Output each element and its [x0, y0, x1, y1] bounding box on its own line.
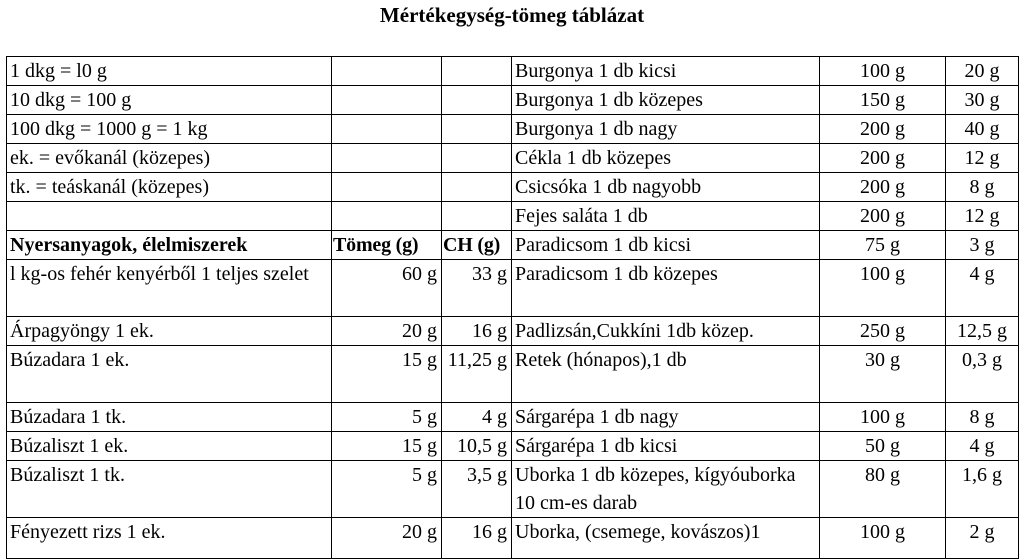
weight-cell: 200 g: [820, 173, 946, 202]
carb-cell: 12,5 g: [946, 317, 1019, 346]
carb-cell: 1,6 g: [946, 461, 1019, 518]
table-row: [7, 57, 1019, 86]
carb-cell: [442, 202, 512, 231]
weight-cell: 75 g: [820, 231, 946, 260]
weight-cell: 60 g: [332, 260, 442, 317]
carb-cell: 10,5 g: [442, 432, 512, 461]
measurement-table: [6, 56, 1019, 559]
item-cell: [7, 202, 332, 231]
item-cell: Árpagyöngy 1 ek.: [7, 317, 332, 346]
carb-cell: 20 g: [946, 57, 1019, 86]
weight-cell: [332, 173, 442, 202]
table-row: [7, 86, 1019, 115]
table-row: [7, 403, 1019, 432]
weight-cell: 200 g: [820, 202, 946, 231]
weight-cell: 200 g: [820, 115, 946, 144]
column-header: Nyersanyagok, élelmiszerek: [7, 231, 332, 260]
item-cell: Sárgarépa 1 db nagy: [512, 403, 820, 432]
item-cell: Csicsóka 1 db nagyobb: [512, 173, 820, 202]
item-cell: Burgonya 1 db közepes: [512, 86, 820, 115]
carb-cell: 12 g: [946, 202, 1019, 231]
item-cell: Paradicsom 1 db kicsi: [512, 231, 820, 260]
weight-cell: [332, 202, 442, 231]
item-cell: Padlizsán,Cukkíni 1db közep.: [512, 317, 820, 346]
weight-cell: 5 g: [332, 403, 442, 432]
weight-cell: [332, 57, 442, 86]
item-cell: Fényezett rizs 1 ek.: [7, 518, 332, 559]
weight-cell: 100 g: [820, 518, 946, 559]
item-cell: 1 dkg = l0 g: [7, 57, 332, 86]
item-cell: Búzadara 1 tk.: [7, 403, 332, 432]
item-cell: Uborka, (csemege, kovászos)1: [512, 518, 820, 559]
table-row: [7, 518, 1019, 559]
item-cell: Cékla 1 db közepes: [512, 144, 820, 173]
carb-cell: [442, 86, 512, 115]
carb-cell: 30 g: [946, 86, 1019, 115]
weight-cell: 100 g: [820, 57, 946, 86]
weight-cell: [332, 144, 442, 173]
item-cell: Sárgarépa 1 db kicsi: [512, 432, 820, 461]
weight-cell: 100 g: [820, 260, 946, 317]
carb-cell: 11,25 g: [442, 346, 512, 403]
item-cell: Búzadara 1 ek.: [7, 346, 332, 403]
carb-cell: [442, 173, 512, 202]
weight-cell: 30 g: [820, 346, 946, 403]
item-cell: Fejes saláta 1 db: [512, 202, 820, 231]
carb-cell: 0,3 g: [946, 346, 1019, 403]
carb-cell: [442, 144, 512, 173]
table-body: [7, 57, 1019, 559]
table-row: [7, 144, 1019, 173]
weight-cell: 20 g: [332, 317, 442, 346]
carb-cell: 4 g: [946, 432, 1019, 461]
weight-cell: 15 g: [332, 346, 442, 403]
weight-cell: 150 g: [820, 86, 946, 115]
weight-cell: 80 g: [820, 461, 946, 518]
column-header: CH (g): [442, 231, 512, 260]
table-row: [7, 432, 1019, 461]
carb-cell: 8 g: [946, 403, 1019, 432]
carb-cell: 4 g: [946, 260, 1019, 317]
carb-cell: 16 g: [442, 317, 512, 346]
table-row: [7, 115, 1019, 144]
carb-cell: 2 g: [946, 518, 1019, 559]
carb-cell: 16 g: [442, 518, 512, 559]
carb-cell: 8 g: [946, 173, 1019, 202]
table-row: [7, 231, 1019, 260]
carb-cell: 33 g: [442, 260, 512, 317]
item-cell: ek. = evőkanál (közepes): [7, 144, 332, 173]
carb-cell: [442, 115, 512, 144]
weight-cell: [332, 115, 442, 144]
carb-cell: 12 g: [946, 144, 1019, 173]
table-row: [7, 202, 1019, 231]
item-cell: Burgonya 1 db nagy: [512, 115, 820, 144]
weight-cell: 15 g: [332, 432, 442, 461]
weight-cell: 250 g: [820, 317, 946, 346]
item-cell: 100 dkg = 1000 g = 1 kg: [7, 115, 332, 144]
item-cell: tk. = teáskanál (közepes): [7, 173, 332, 202]
table-row: [7, 260, 1019, 317]
weight-cell: [332, 86, 442, 115]
column-header: Tömeg (g): [332, 231, 442, 260]
table-row: [7, 461, 1019, 518]
weight-cell: 20 g: [332, 518, 442, 559]
weight-cell: 100 g: [820, 403, 946, 432]
weight-cell: 50 g: [820, 432, 946, 461]
page-title: Mértékegység-tömeg táblázat: [379, 3, 645, 27]
item-cell: 10 dkg = 100 g: [7, 86, 332, 115]
item-cell: Paradicsom 1 db közepes: [512, 260, 820, 317]
item-cell: Búzaliszt 1 ek.: [7, 432, 332, 461]
item-cell: Búzaliszt 1 tk.: [7, 461, 332, 518]
item-cell: Uborka 1 db közepes, kígyóuborka 10 cm-es darab: [512, 461, 820, 518]
carb-cell: 3 g: [946, 231, 1019, 260]
table-row: [7, 317, 1019, 346]
carb-cell: [442, 57, 512, 86]
item-cell: l kg-os fehér kenyérből 1 teljes szelet: [7, 260, 332, 317]
table-row: [7, 346, 1019, 403]
item-cell: Burgonya 1 db kicsi: [512, 57, 820, 86]
carb-cell: 40 g: [946, 115, 1019, 144]
carb-cell: 3,5 g: [442, 461, 512, 518]
carb-cell: 4 g: [442, 403, 512, 432]
item-cell: Retek (hónapos),1 db: [512, 346, 820, 403]
weight-cell: 5 g: [332, 461, 442, 518]
weight-cell: 200 g: [820, 144, 946, 173]
table-row: [7, 173, 1019, 202]
